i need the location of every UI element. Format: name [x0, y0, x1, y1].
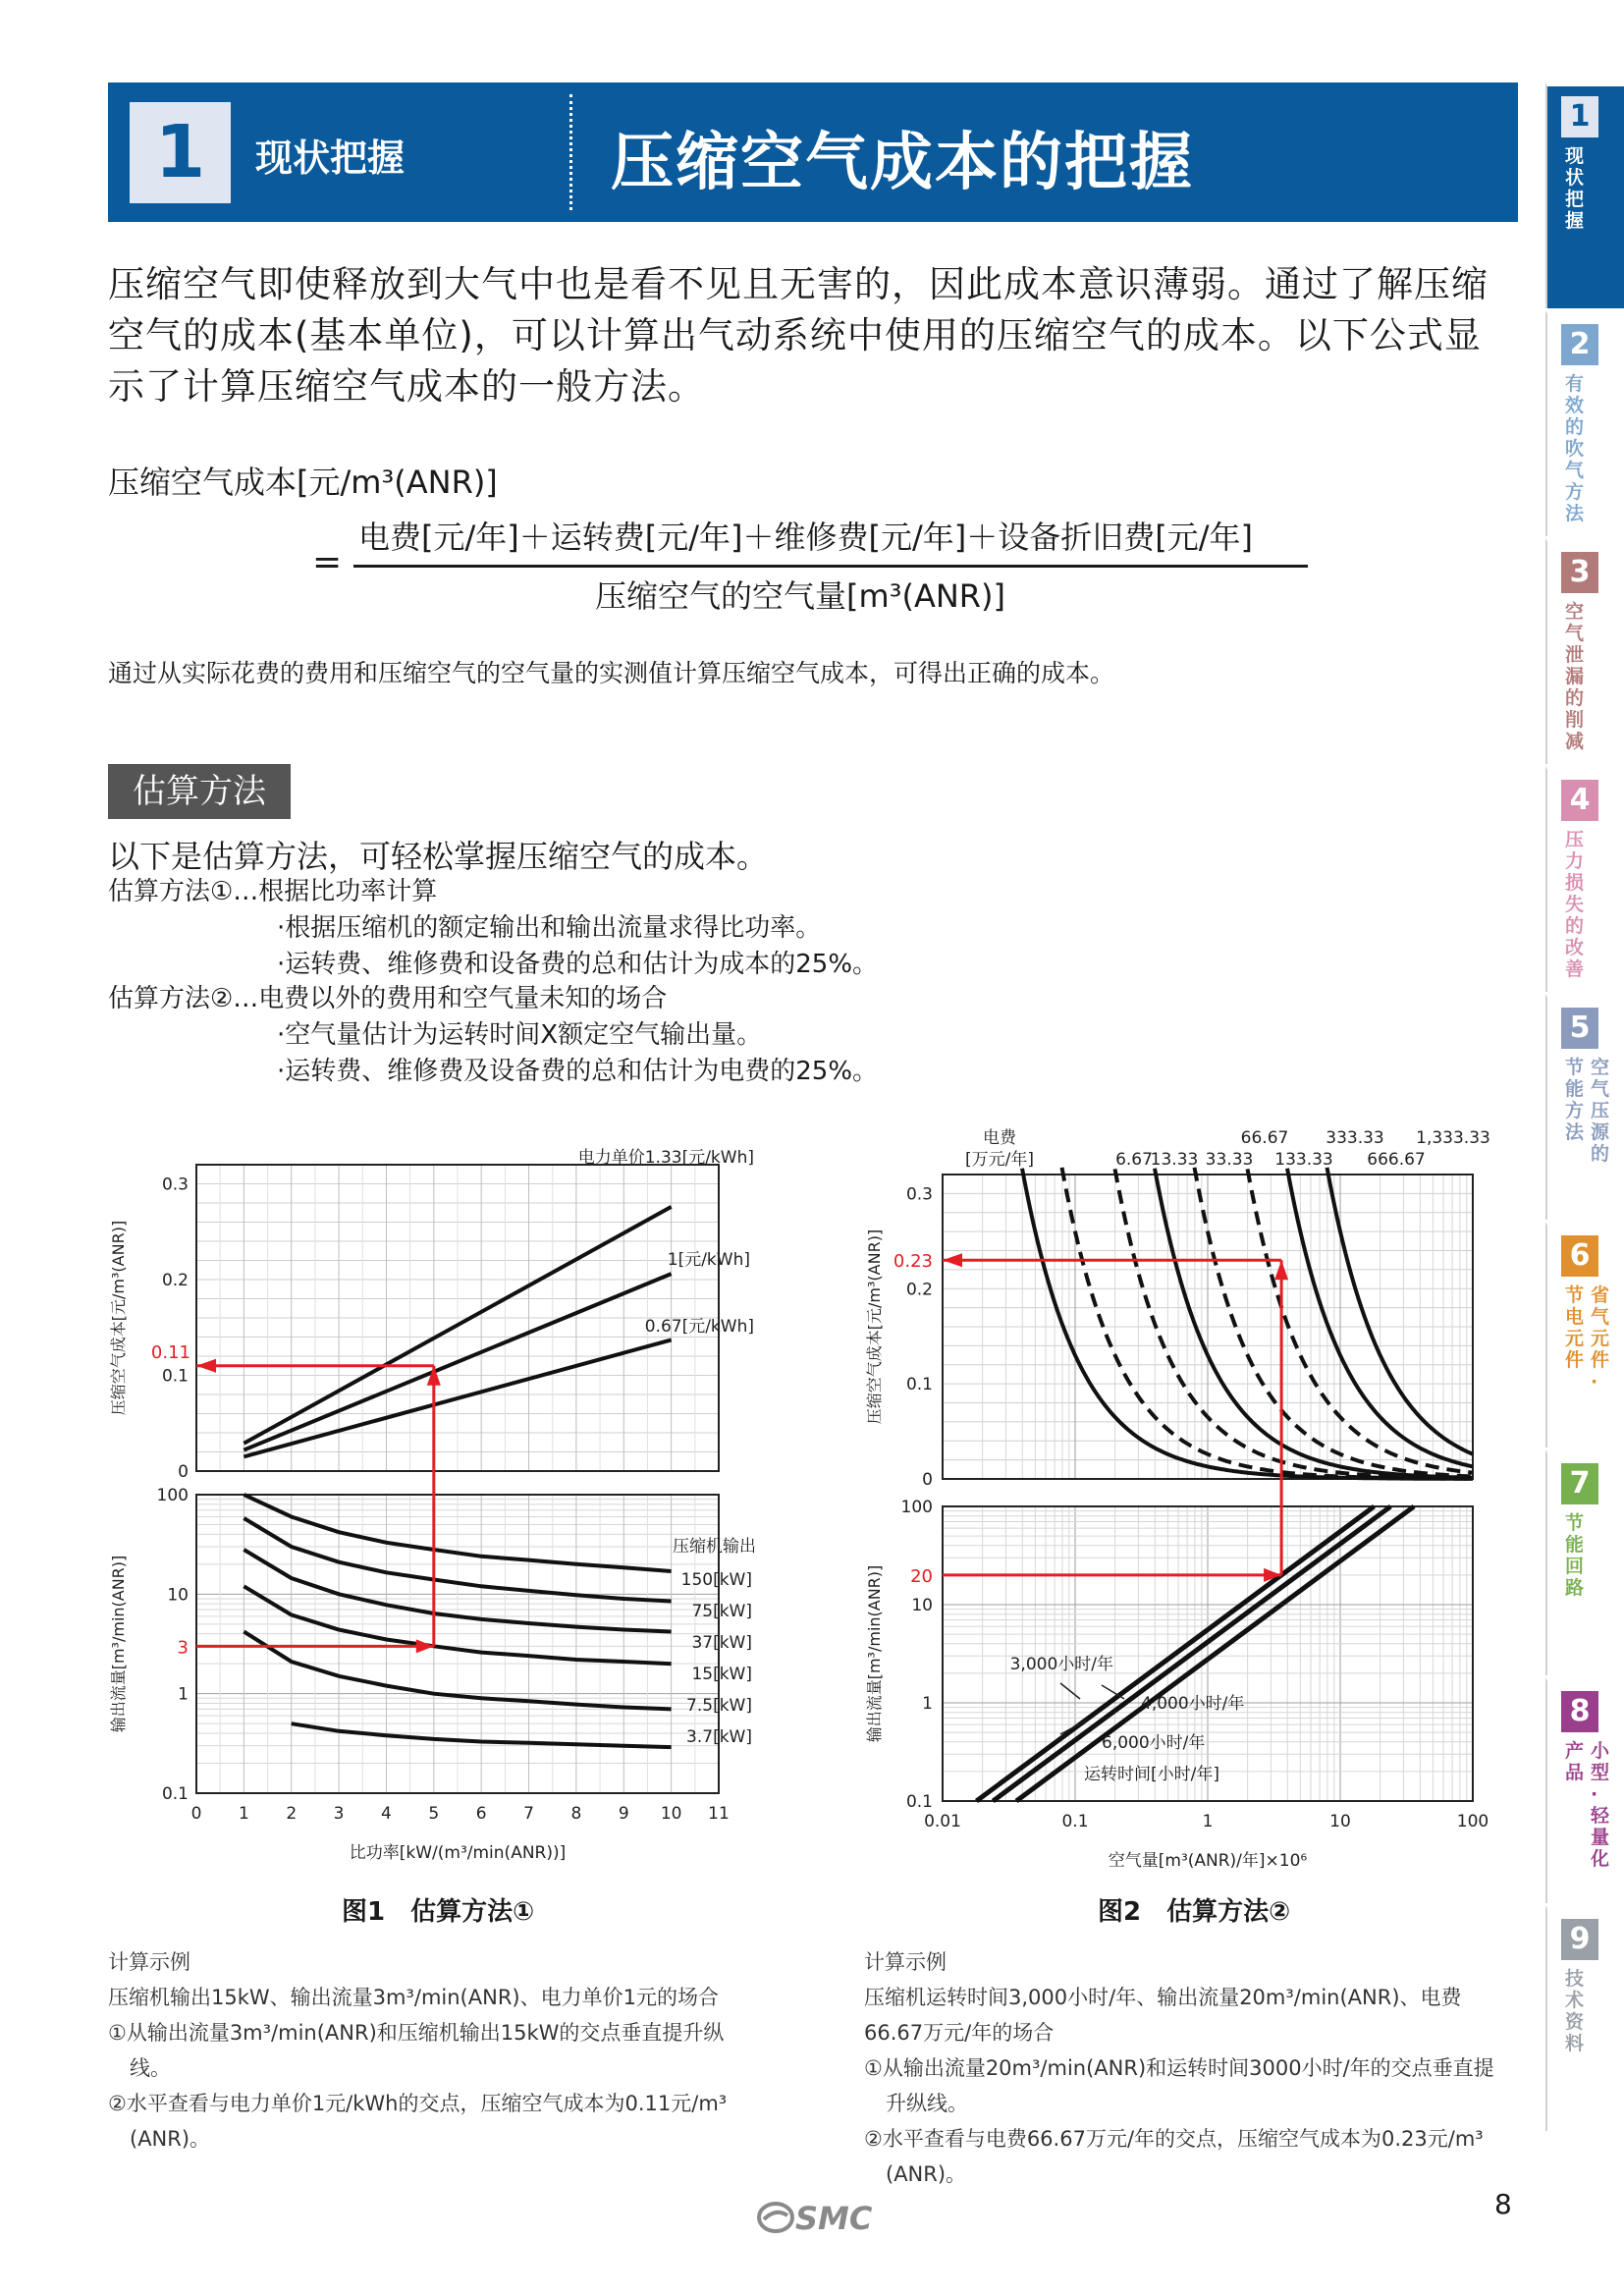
- estimation-lead: 以下是估算方法，可轻松掌握压缩空气的成本。: [108, 838, 769, 875]
- intro-paragraph: 压缩空气即使释放到大气中也是看不见且无害的，因此成本意识薄弱。通过了解压缩空气的成本(基本单位)，可以计算出气动系统中使用的压缩空气的成本。以下公式显示了计算压缩空气成本的一般方法。: [108, 263, 1489, 408]
- x-tick-label: 2: [286, 1804, 298, 1824]
- fig2-example-line: 升纵线。: [886, 2092, 968, 2115]
- series-label: 0.67[元/kWh]: [644, 1317, 754, 1337]
- side-tab-7[interactable]: [1545, 1449, 1624, 1675]
- bottom-legend-title: 压缩机输出: [673, 1537, 756, 1557]
- operating-hours-line: [1016, 1506, 1414, 1801]
- fig2-example: [864, 1944, 1532, 2192]
- series-label: 133.33: [1274, 1150, 1333, 1170]
- section-number: 1: [130, 102, 231, 203]
- y-tick-label: 0.3: [905, 1184, 933, 1205]
- y-tick-label: 10: [167, 1585, 189, 1606]
- y-tick-label: 0.1: [905, 1375, 933, 1395]
- x-tick-label: 9: [618, 1804, 629, 1824]
- fig1-example-title: 计算示例: [108, 1950, 190, 1974]
- x-tick-label: 1: [238, 1804, 249, 1824]
- series-label: 6,000小时/年: [1102, 1733, 1206, 1753]
- formula-denominator: 压缩空气的空气量[m³(ANR)]: [595, 577, 1006, 615]
- method1-bullet1: ·根据压缩机的额定输出和输出流量求得比功率。: [277, 913, 822, 943]
- side-tab-3[interactable]: [1545, 538, 1624, 764]
- series-label: 6.67: [1115, 1150, 1153, 1170]
- series-label: 75[kW]: [691, 1602, 752, 1621]
- x-tick-label: 10: [660, 1804, 682, 1824]
- fig2-example-line: ①从输出流量20m³/min(ANR)和运转时间3000小时/年的交点垂直提: [864, 2056, 1494, 2080]
- fig2-example-title: 计算示例: [864, 1950, 947, 1974]
- x-tick-label: 100: [1456, 1812, 1489, 1831]
- side-tab-label: 节能方法: [1565, 1057, 1585, 1143]
- side-tab-2[interactable]: [1545, 310, 1624, 536]
- fig1-example: [108, 1944, 785, 2157]
- x-tick-label: 8: [570, 1804, 582, 1824]
- series-label: 1[元/kWh]: [667, 1250, 750, 1270]
- bottom-legend-title: 运转时间[小时/年]: [1084, 1765, 1219, 1784]
- operating-hours-line: [993, 1506, 1390, 1801]
- highlight-cost-label: 0.23: [893, 1251, 933, 1273]
- operating-hours-line: [976, 1506, 1374, 1801]
- y-tick-label: 0: [922, 1470, 933, 1490]
- y-tick-label: 0.1: [905, 1792, 933, 1812]
- fig1-caption: 图1 估算方法①: [342, 1897, 535, 1927]
- x-tick-label: 0: [190, 1804, 202, 1824]
- fig2-chart: [854, 1120, 1522, 1876]
- side-tab-number: 7: [1561, 1463, 1598, 1504]
- x-tick-label: 7: [523, 1804, 534, 1824]
- formula-lhs: 压缩空气成本[元/m³(ANR)]: [108, 464, 498, 501]
- formula-numerator: 电费[元/年]＋运转费[元/年]＋维修费[元/年]＋设备折旧费[元/年]: [358, 519, 1254, 556]
- series-label: 3.7[kW]: [686, 1727, 752, 1747]
- x-tick-label: 11: [708, 1804, 730, 1824]
- highlight-flow-label: 3: [177, 1637, 189, 1659]
- method1-title: 估算方法①…根据比功率计算: [108, 877, 438, 906]
- page-number: 8: [1494, 2188, 1512, 2220]
- fig2-example-line: 压缩机运转时间3,000小时/年、输出流量20m³/min(ANR)、电费: [864, 1986, 1462, 2009]
- series-label: 37[kW]: [691, 1633, 752, 1653]
- series-label: 7.5[kW]: [686, 1696, 752, 1716]
- method1-bullet2: ·运转费、维修费和设备费的总和估计为成本的25%。: [277, 950, 879, 979]
- x-axis-label: 比功率[kW/(m³/min(ANR))]: [349, 1843, 567, 1863]
- series-label: 666.67: [1367, 1150, 1426, 1170]
- side-tab-5[interactable]: [1545, 994, 1624, 1220]
- side-tab-number: 3: [1561, 552, 1598, 593]
- y-tick-label: 0.3: [161, 1175, 189, 1195]
- fig2-example-line: ②水平查看与电费66.67万元/年的交点，压缩空气成本为0.23元/m³: [864, 2127, 1484, 2151]
- arrow-head-icon: [943, 1253, 962, 1267]
- y-tick-label: 0.2: [161, 1271, 189, 1290]
- method2-bullet1: ·空气量估计为运转时间X额定空气输出量。: [277, 1020, 763, 1050]
- y-tick-label: 1: [922, 1694, 933, 1714]
- highlight-flow-label: 20: [910, 1565, 933, 1587]
- method2-title: 估算方法②…电费以外的费用和空气量未知的场合: [108, 984, 668, 1013]
- side-tab-label: 现状把握: [1565, 145, 1585, 232]
- bottom-y-axis-label: 输出流量[m³/min(ANR)]: [865, 1564, 884, 1743]
- fig2-example-line: (ANR)。: [886, 2162, 967, 2186]
- fraction-bar: [353, 565, 1308, 568]
- side-tab-1[interactable]: [1545, 82, 1624, 308]
- side-tab-label: 产品: [1565, 1740, 1585, 1783]
- smc-logo: [756, 2198, 874, 2237]
- series-label: 电力单价1.33[元/kWh]: [577, 1148, 754, 1168]
- highlight-cost-label: 0.11: [150, 1341, 190, 1363]
- series-label: 150[kW]: [680, 1570, 752, 1590]
- side-tab-number: 8: [1561, 1691, 1598, 1732]
- side-tab-label: 空气泄漏的削减: [1565, 601, 1585, 752]
- fig2-example-line: 66.67万元/年的场合: [864, 2021, 1055, 2045]
- y-tick-label: 10: [911, 1596, 933, 1615]
- x-axis-label: 空气量[m³(ANR)/年]×10⁶: [1108, 1851, 1308, 1871]
- series-label: 15[kW]: [691, 1665, 752, 1684]
- y-tick-label: 100: [156, 1486, 189, 1505]
- series-label: 4,000小时/年: [1141, 1694, 1245, 1714]
- cost-axis-title: 电费: [983, 1128, 1016, 1148]
- fig1-example-line: (ANR)。: [130, 2127, 211, 2151]
- label-pointer: [1060, 1683, 1080, 1699]
- y-tick-label: 0.1: [161, 1366, 189, 1387]
- y-tick-label: 0: [178, 1462, 189, 1482]
- y-tick-label: 0.1: [161, 1784, 189, 1804]
- side-tab-6[interactable]: [1545, 1222, 1624, 1448]
- series-label: 1,333.33: [1416, 1128, 1490, 1148]
- x-tick-label: 10: [1329, 1812, 1351, 1831]
- y-tick-label: 100: [900, 1498, 933, 1517]
- side-tab-4[interactable]: [1545, 766, 1624, 992]
- series-label: 333.33: [1326, 1128, 1384, 1148]
- smc-logo-text: SMC: [795, 2200, 873, 2237]
- fig1-example-line: 压缩机输出15kW、输出流量3m³/min(ANR)、电力单价1元的场合: [108, 1986, 719, 2009]
- series-label: 13.33: [1150, 1150, 1199, 1170]
- series-label: 3,000小时/年: [1009, 1655, 1113, 1674]
- side-tab-label: 压力损失的改善: [1565, 829, 1585, 980]
- fig1-example-line: ②水平查看与电力单价1元/kWh的交点，压缩空气成本为0.11元/m³: [108, 2092, 728, 2115]
- y-tick-label: 1: [178, 1684, 189, 1705]
- side-tab-label: 节能回路: [1565, 1512, 1585, 1599]
- fig1-example-line: 线。: [130, 2056, 171, 2080]
- section-header: [108, 82, 1518, 222]
- arrow-head-icon: [196, 1359, 216, 1373]
- top-y-axis-label: 压缩空气成本[元/m³(ANR)]: [865, 1229, 884, 1425]
- side-tab-number: 2: [1561, 324, 1598, 365]
- bottom-y-axis-label: 输出流量[m³/min(ANR)]: [109, 1555, 128, 1733]
- arrow-head-icon: [416, 1639, 434, 1653]
- side-tab-8[interactable]: [1545, 1677, 1624, 1903]
- header-divider: [569, 94, 572, 210]
- fig1-chart: [98, 1120, 785, 1876]
- x-tick-label: 3: [333, 1804, 345, 1824]
- x-tick-label: 0.1: [1061, 1812, 1089, 1831]
- x-tick-label: 6: [475, 1804, 487, 1824]
- side-tab-number: 5: [1561, 1008, 1598, 1049]
- side-tab-number: 9: [1561, 1919, 1598, 1960]
- fig2-caption: 图2 估算方法②: [1098, 1897, 1291, 1927]
- side-tab-label-2: 空气压源的: [1591, 1057, 1610, 1165]
- x-tick-label: 4: [381, 1804, 392, 1824]
- side-tab-number: 4: [1561, 780, 1598, 821]
- x-tick-label: 5: [428, 1804, 440, 1824]
- side-tab-label: 有效的吹气方法: [1565, 373, 1585, 524]
- method2-bullet2: ·运转费、维修费及设备费的总和估计为电费的25%。: [277, 1057, 879, 1086]
- electricity-cost-curve: [1327, 1168, 1474, 1454]
- formula-equals: =: [312, 542, 343, 582]
- side-tab-label-2: 小型·轻量化: [1591, 1740, 1610, 1870]
- y-tick-label: 0.2: [905, 1280, 933, 1300]
- series-label: 33.33: [1205, 1150, 1254, 1170]
- side-tab-label: 节电元件: [1565, 1284, 1585, 1371]
- top-y-axis-label: 压缩空气成本[元/m³(ANR)]: [109, 1220, 128, 1416]
- x-tick-label: 1: [1202, 1812, 1214, 1831]
- fig1-example-line: ①从输出流量3m³/min(ANR)和压缩机输出15kW的交点垂直提升纵: [108, 2021, 725, 2045]
- series-label: 66.67: [1240, 1128, 1289, 1148]
- section-label: 现状把握: [255, 137, 406, 180]
- page-title: 压缩空气成本的把握: [611, 127, 1194, 199]
- side-tab-number: 1: [1561, 96, 1598, 137]
- side-tab-9[interactable]: [1545, 1905, 1624, 2131]
- cost-axis-title-unit: [万元/年]: [965, 1150, 1034, 1170]
- x-tick-label: 0.01: [924, 1812, 961, 1831]
- side-tab-number: 6: [1561, 1235, 1598, 1277]
- side-tab-label: 技术资料: [1565, 1968, 1585, 2054]
- formula-note: 通过从实际花费的费用和压缩空气的空气量的实测值计算压缩空气成本，可得出正确的成本。: [108, 659, 1115, 687]
- side-tab-label-2: 省气元件·: [1591, 1284, 1610, 1393]
- estimation-heading: 估算方法: [108, 764, 291, 819]
